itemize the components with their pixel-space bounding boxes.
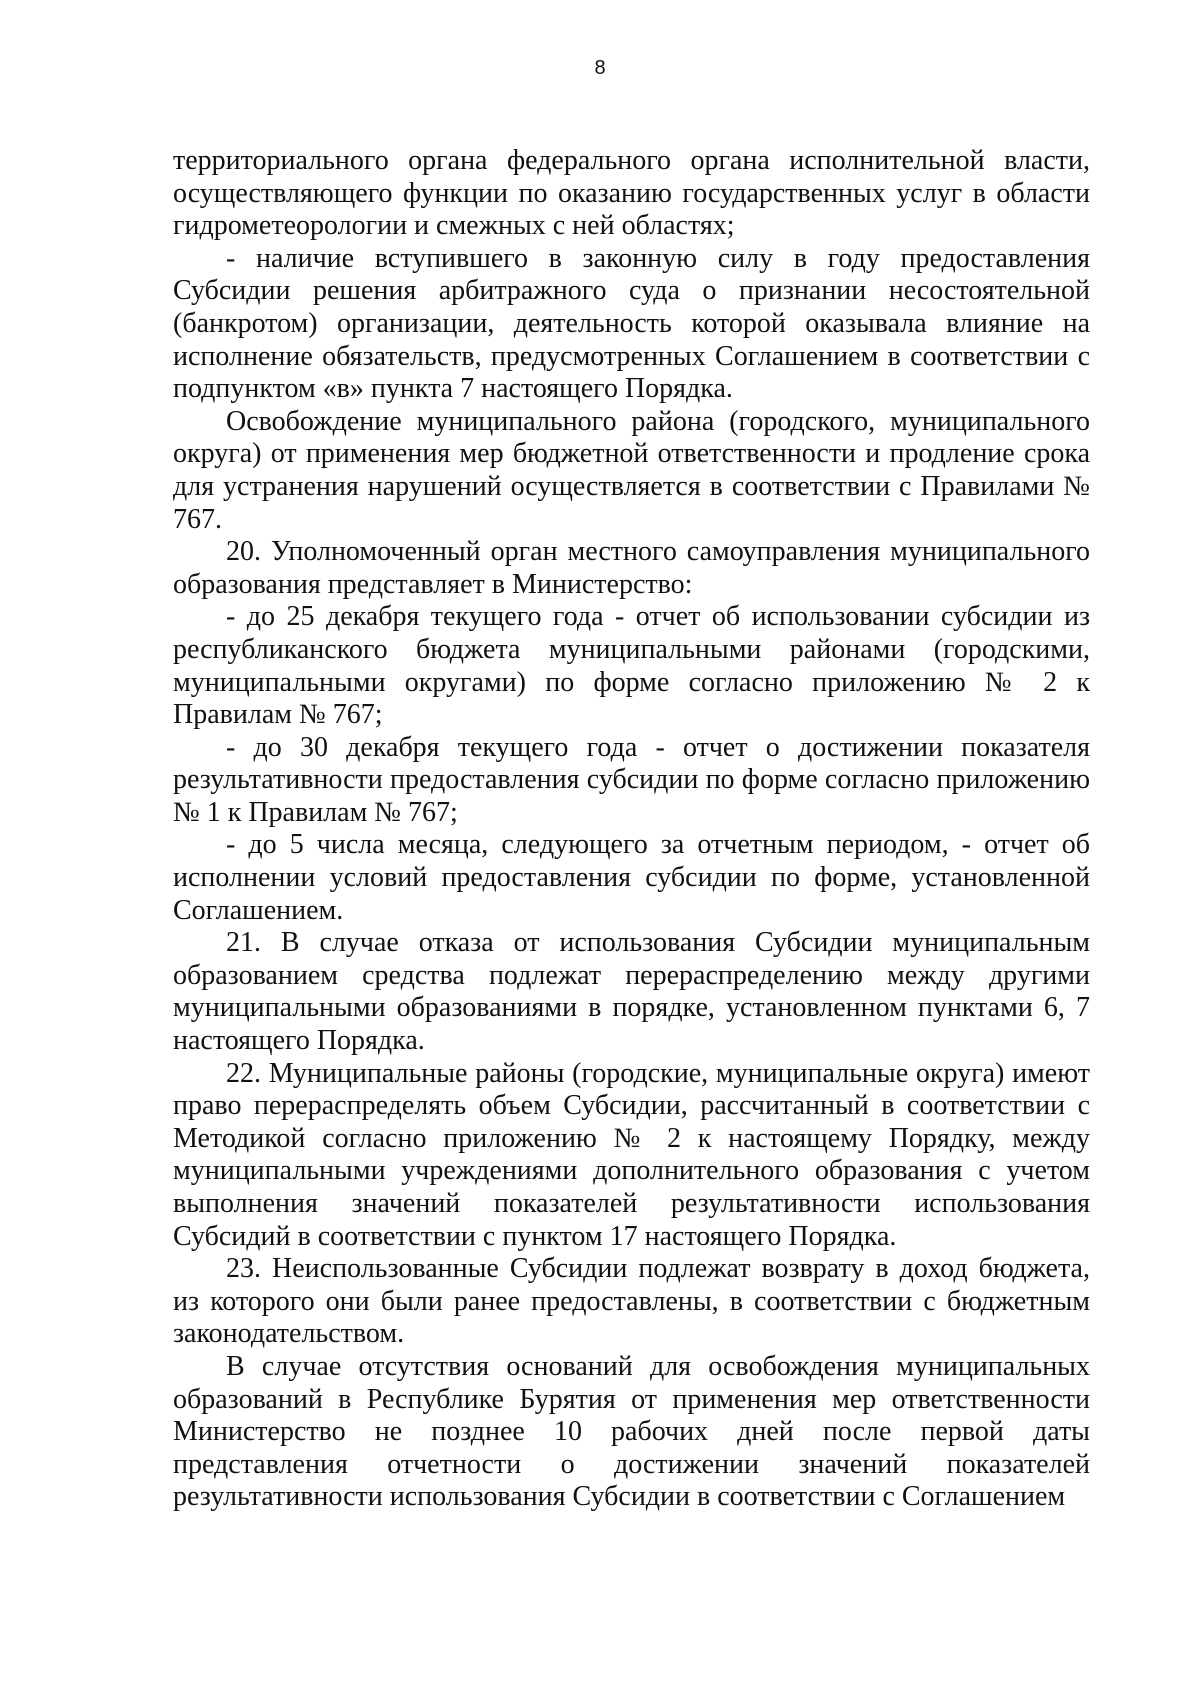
paragraph-item-21: 21. В случае отказа от использования Субсидии муниципальным образованием средства подлежат перераспределению между другими муниципальными образованиями в порядке, установленном пунктами 6, 7 настоящего Порядка. [173,927,1090,1057]
paragraph-item-20: 20. Уполномоченный орган местного самоуправления муниципального образования представляет в Министерство: [173,536,1090,600]
page-number: 8 [594,57,606,79]
paragraph-absence-of-grounds: В случае отсутствия оснований для освобождения муниципальных образований в Республике Бурятия от применения мер ответственности Министерство не позднее 10 рабочих дней после первой даты представления отчетности о достижении значений показателей результативности использования Субсидии в соответствии с Соглашением [173,1350,1090,1513]
paragraph-bankruptcy-condition: - наличие вступившего в законную силу в году предоставления Субсидии решения арбитражного суда о признании несостоятельной (банкротом) организации, деятельность которой оказывала влияние на исполнение обязательств, предусмотренных Соглашением в соответствии с подпунктом «в» пункта 7 настоящего Порядка. [173,242,1090,405]
paragraph-item-22: 22. Муниципальные районы (городские, муниципальные округа) имеют право перераспределять объем Субсидии, рассчитанный в соответствии с Методикой согласно приложению № 2 к настоящему Порядку, между муниципальными учреждениями дополнительного образования с учетом выполнения значений показателей результативности использования Субсидий в соответствии с пунктом 17 настоящего Порядка. [173,1057,1090,1252]
paragraph-item-23: 23. Неиспользованные Субсидии подлежат возврату в доход бюджета, из которого они были ранее предоставлены, в соответствии с бюджетным законодательством. [173,1253,1090,1350]
paragraph-report-december-25: - до 25 декабря текущего года - отчет об использовании субсидии из республиканского бюджета муниципальными районами (городскими, муниципальными округами) по форме согласно приложению № 2 к Правилам № 767; [173,601,1090,731]
paragraph-exemption: Освобождение муниципального района (городского, муниципального округа) от применения мер бюджетной ответственности и продление срока для устранения нарушений осуществляется в соответствии с Правилами № 767. [173,405,1090,535]
paragraph-report-monthly: - до 5 числа месяца, следующего за отчетным периодом, - отчет об исполнении условий предоставления субсидии по форме, установленной Соглашением. [173,829,1090,926]
paragraph-continuation: территориального органа федерального органа исполнительной власти, осуществляющего функции по оказанию государственных услуг в области гидрометеорологии и смежных с ней областях; [173,145,1090,242]
paragraph-report-december-30: - до 30 декабря текущего года - отчет о достижении показателя результативности предоставления субсидии по форме согласно приложению № 1 к Правилам № 767; [173,731,1090,828]
document-body [173,145,1090,1514]
